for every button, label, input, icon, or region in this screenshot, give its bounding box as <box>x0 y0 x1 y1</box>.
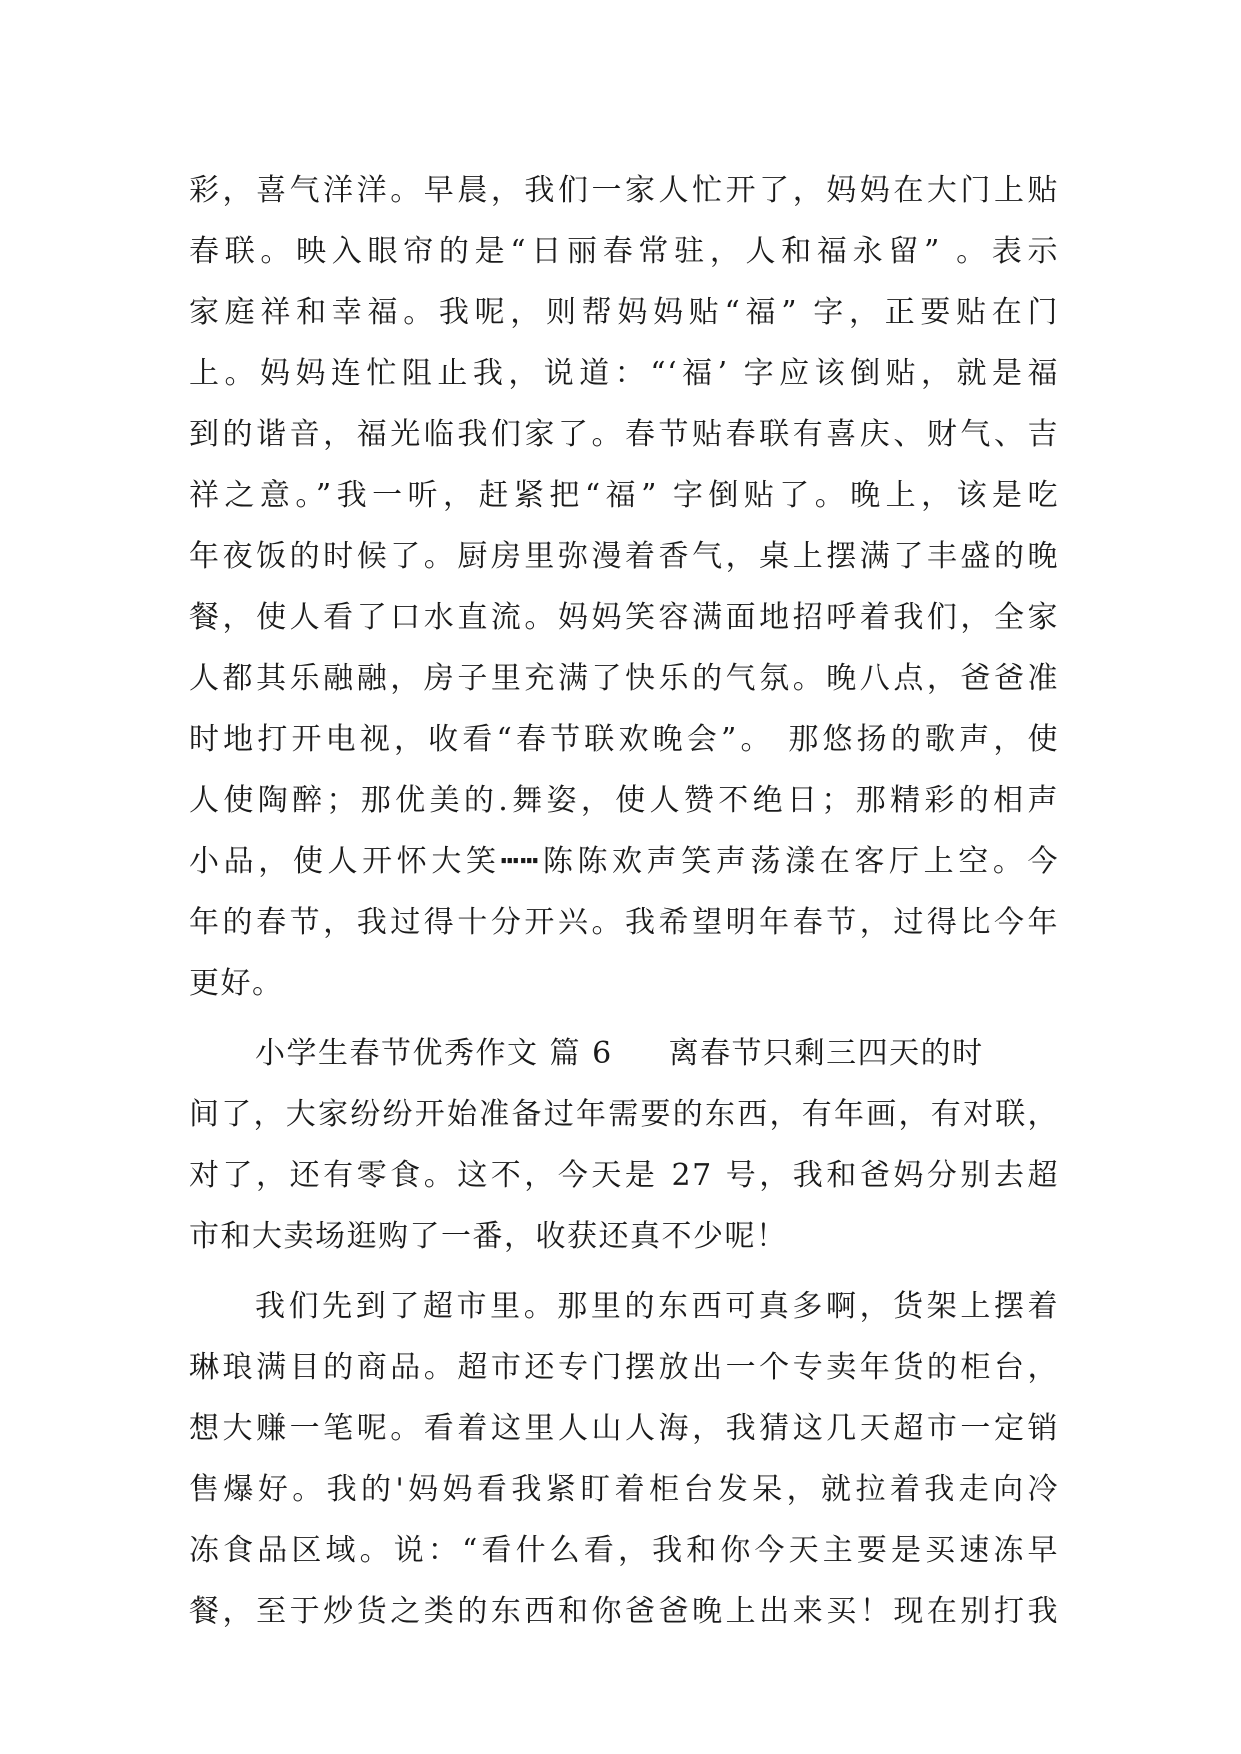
text-line: 间了，大家纷纷开始准备过年需要的东西，有年画，有对联， <box>189 1097 1059 1132</box>
essay-body <box>189 160 1059 1642</box>
text-line: 彩，喜气洋洋。早晨，我们一家人忙开了，妈妈在大门上贴 <box>189 173 1059 208</box>
text-line: 对了，还有零食。这不，今天是 27 号，我和爸妈分别去超 <box>189 1158 1059 1193</box>
text-line: 年的春节，我过得十分开兴。我希望明年春节，过得比今年 <box>189 905 1059 940</box>
text-line: 上。妈妈连忙阻止我，说道：“‘福’ 字应该倒贴，就是福 <box>189 356 1059 391</box>
text-line: 想大赚一笔呢。看着这里人山人海，我猜这几天超市一定销 <box>189 1411 1059 1446</box>
text-line: 到的谐音，福光临我们家了。春节贴春联有喜庆、财气、吉 <box>189 417 1059 452</box>
text-line: 春联。映入眼帘的是“日丽春常驻，人和福永留” 。表示 <box>189 234 1059 269</box>
text-line: 琳琅满目的商品。超市还专门摆放出一个专卖年货的柜台， <box>189 1350 1059 1385</box>
heading-line <box>189 1023 1059 1084</box>
text-line: 冻食品区域。说：“看什么看，我和你今天主要是买速冻早 <box>189 1533 1059 1568</box>
text-line: 餐，至于炒货之类的东西和你爸爸晚上出来买！现在别打我 <box>189 1594 1059 1629</box>
paragraph-2 <box>189 1023 1059 1267</box>
text-line: 我们先到了超市里。那里的东西可真多啊，货架上摆着 <box>255 1289 1059 1324</box>
text-line: 餐，使人看了口水直流。妈妈笑容满面地招呼着我们，全家 <box>189 600 1059 635</box>
text-line: 更好。 <box>189 966 284 1001</box>
text-line: 市和大卖场逛购了一番，收获还真不少呢！ <box>189 1219 788 1254</box>
text-line-start: 离春节只剩三四天的时 <box>668 1036 984 1071</box>
text-line: 时地打开电视，收看“春节联欢晚会”。 那悠扬的歌声，使 <box>189 722 1059 757</box>
text-line: 售爆好。我的'妈妈看我紧盯着柜台发呆，就拉着我走向冷 <box>189 1472 1059 1507</box>
essay-heading: 小学生春节优秀作文 篇 6 <box>255 1036 613 1071</box>
text-line: 人都其乐融融，房子里充满了快乐的气氛。晚八点，爸爸准 <box>189 661 1059 696</box>
text-line: 家庭祥和幸福。我呢，则帮妈妈贴“福” 字，正要贴在门 <box>189 295 1059 330</box>
paragraph-3 <box>189 1276 1059 1642</box>
paragraph-1 <box>189 160 1059 1014</box>
text-line: 小品，使人开怀大笑┅┅陈陈欢声笑声荡漾在客厅上空。今 <box>189 844 1059 879</box>
text-line: 祥之意。”我一听，赶紧把“福” 字倒贴了。晚上，该是吃 <box>189 478 1059 513</box>
text-line: 人使陶醉；那优美的.舞姿，使人赞不绝日；那精彩的相声 <box>189 783 1059 818</box>
text-line: 年夜饭的时候了。厨房里弥漫着香气，桌上摆满了丰盛的晚 <box>189 539 1059 574</box>
